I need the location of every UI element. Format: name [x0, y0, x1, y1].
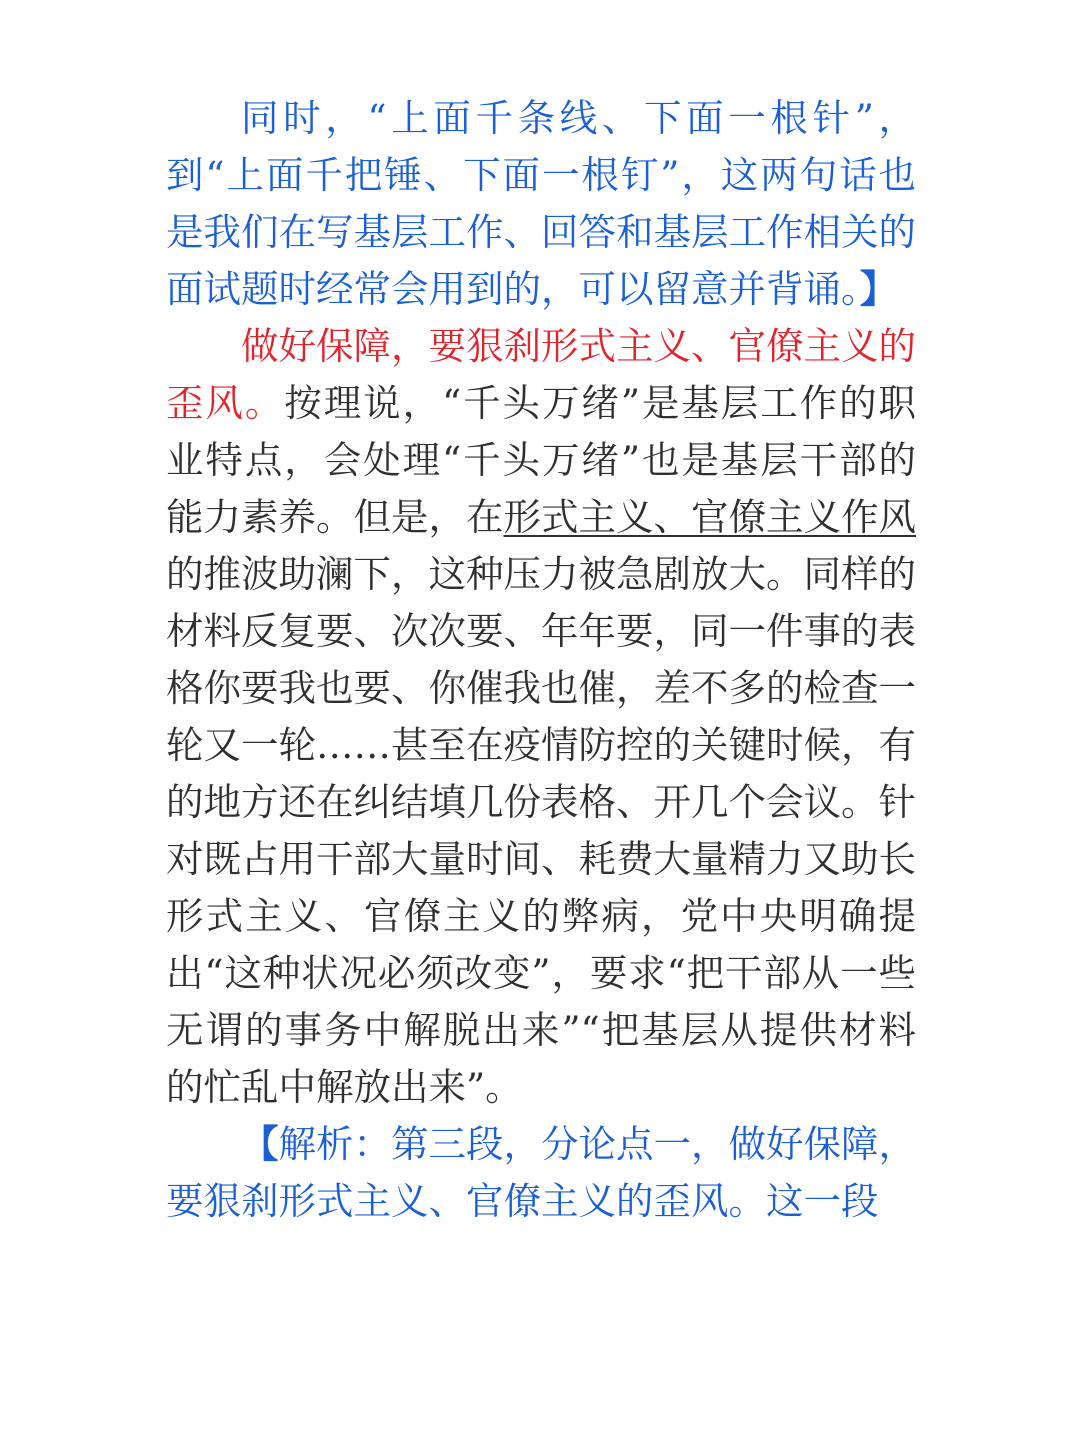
- analysis-text: 解析：第三段，分论点一，做好保障，要狠刹形式主义、官僚主义的歪风。这一段: [166, 1122, 916, 1223]
- close-bracket: 】: [859, 267, 898, 311]
- analysis-paragraph-continued: [166, 90, 916, 318]
- body-text-before: 按理说，“千头万绪”是基层工作的职业特点，会处理“千头万绪”也是基层干部的能力素养。但是，在: [166, 381, 917, 539]
- underlined-phrase: 形式主义、官僚主义作风: [503, 495, 916, 539]
- body-text-after: 的推波助澜下，这种压力被急剧放大。同样的材料反复要、次次要、年年要，同一件事的表格你要我也要、你催我也催，差不多的检查一轮又一轮……甚至在疫情防控的关键时候，有的地方还在纠结填几份表格、开几个会议。针对既占用干部大量时间、耗费大量精力又助长形式主义、官僚主义的弊病，党中央明确提出“这种状况必须改变”，要求“把干部从一些无谓的事务中解脱出来”“把基层从提供材料的忙乱中解放出来”。: [166, 552, 916, 1109]
- analysis-text: 同时，“上面千条线、下面一根针”，到“上面千把锤、下面一根钉”，这两句话也是我们在写基层工作、回答和基层工作相关的面试题时经常会用到的，可以留意并背诵。: [166, 96, 916, 311]
- open-bracket: 【: [241, 1122, 279, 1166]
- analysis-paragraph: [166, 1116, 916, 1230]
- document-page: [166, 90, 916, 1230]
- section-heading: 做好保障，要狠刹形式主义、官僚主义的歪风。: [166, 324, 916, 425]
- body-paragraph: [166, 318, 916, 1116]
